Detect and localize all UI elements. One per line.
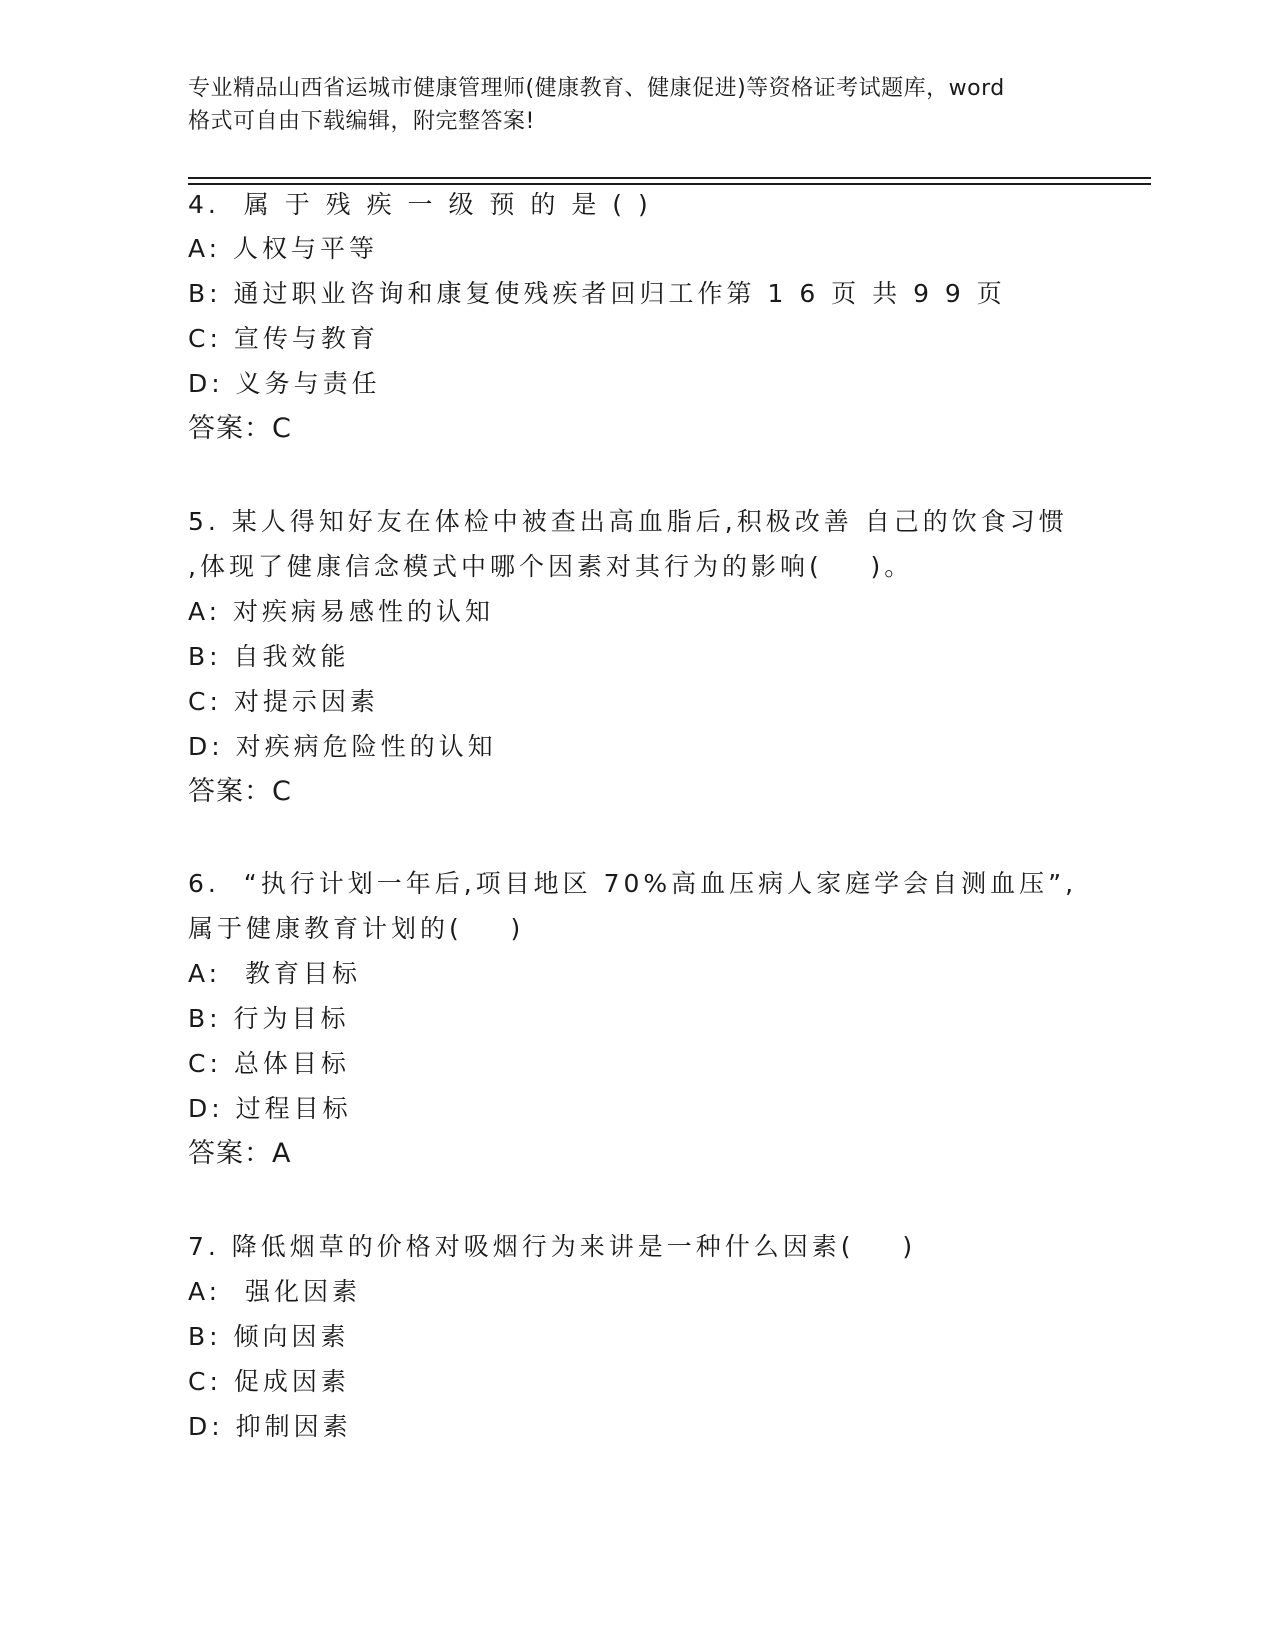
question-7-option-d: D: 抑制因素 <box>188 1412 352 1441</box>
header-divider-top <box>188 177 1151 179</box>
question-5-stem-line-1: 5. 某人得知好友在体检中被查出高血脂后,积极改善 自己的饮食习惯 <box>188 507 1068 536</box>
question-5-stem-line-2: ,体现了健康信念模式中哪个因素对其行为的影响( )。 <box>188 552 914 581</box>
question-4-stem: 4. 属 于 残 疾 一 级 预 的 是 ( ) <box>188 190 652 219</box>
question-4-option-b: B: 通过职业咨询和康复使残疾者回归工作第 1 6 页 共 9 9 页 <box>188 279 1006 308</box>
question-6-stem-line-1: 6. “执行计划一年后,项目地区 70%高血压病人家庭学会自测血压”, <box>188 869 1078 898</box>
header-line-1: 专业精品山西省运城市健康管理师(健康教育、健康促进)等资格证考试题库，word <box>188 76 1005 101</box>
question-6-stem-line-2: 属于健康教育计划的( ) <box>188 914 525 943</box>
question-7-option-c: C: 促成因素 <box>188 1367 350 1396</box>
question-5-option-a: A: 对疾病易感性的认知 <box>188 597 495 626</box>
question-5-option-d: D: 对疾病危险性的认知 <box>188 732 497 761</box>
question-6-option-d: D: 过程目标 <box>188 1094 352 1123</box>
question-4-option-d: D: 义务与责任 <box>188 369 381 398</box>
question-5-option-c: C: 对提示因素 <box>188 687 379 716</box>
header-line-2: 格式可自由下载编辑，附完整答案! <box>188 109 535 134</box>
question-6-option-a: A: 教育目标 <box>188 959 361 988</box>
question-7-option-b: B: 倾向因素 <box>188 1322 350 1351</box>
question-7-stem: 7. 降低烟草的价格对吸烟行为来讲是一种什么因素( ) <box>188 1232 917 1261</box>
question-6-option-c: C: 总体目标 <box>188 1049 350 1078</box>
question-6-option-b: B: 行为目标 <box>188 1004 350 1033</box>
question-5-option-b: B: 自我效能 <box>188 642 350 671</box>
question-5-answer: 答案：C <box>188 776 292 807</box>
header-divider-bottom <box>188 183 1151 185</box>
question-6-answer: 答案：A <box>188 1138 292 1169</box>
document-header <box>188 72 1088 138</box>
question-7-option-a: A: 强化因素 <box>188 1277 361 1306</box>
question-4-option-c: C: 宣传与教育 <box>188 324 379 353</box>
question-4-option-a: A: 人权与平等 <box>188 234 379 263</box>
question-4-answer: 答案：C <box>188 413 292 444</box>
